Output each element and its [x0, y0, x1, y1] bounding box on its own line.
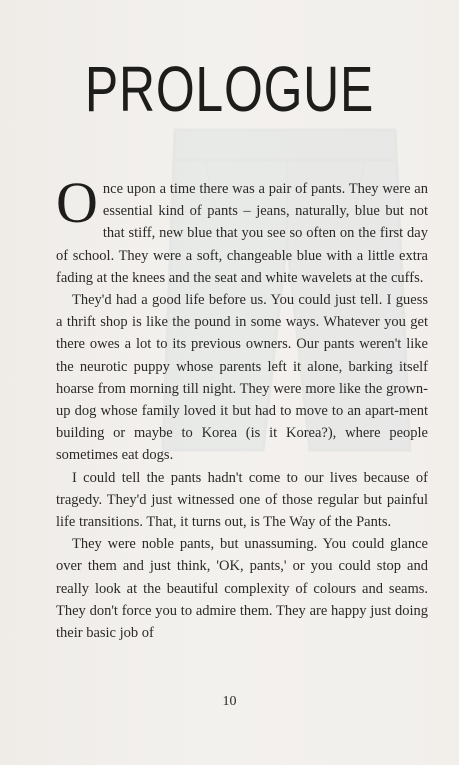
paragraph-4: They were noble pants, but unassuming. You could glance over them and just think, 'OK, pants,' or you could stop and really look at the beautiful complexity of colours and seams. They don't force you to admire them. They are happy just doing their basic job of [56, 536, 428, 642]
paragraph-1-text: nce upon a time there was a pair of pants. They were an essential kind of pants – jeans, naturally, blue but not that stiff, new blue that you see so often on the first day of school. They were a soft, changeable blue with a little extra fading at the knees and the seat and white wavelets at the cuffs. [56, 181, 428, 286]
page-number: 10 [222, 694, 237, 709]
paragraph-2: They'd had a good life before us. You could just tell. I guess a thrift shop is like the pound in some ways. Whatever you get there owes a lot to its previous owners. Our pants weren't like the neurotic puppy whose parents left it alone, barking itself hoarse from morning till night. They were more like the grown-up dog whose family loved it but had to move to an apart-ment building or maybe to Korea (is it Korea?), where people sometimes eat dogs. [56, 292, 428, 464]
paragraph-1 [56, 170, 428, 289]
paragraph-3: I could tell the pants hadn't come to our lives because of tragedy. They'd just witnessed one of those regular but painful life transitions. That, it turns out, is The Way of the Pants. [56, 469, 428, 531]
body-text [56, 170, 428, 644]
chapter-title: PROLOGUE [84, 53, 375, 125]
drop-cap: O [56, 170, 98, 235]
